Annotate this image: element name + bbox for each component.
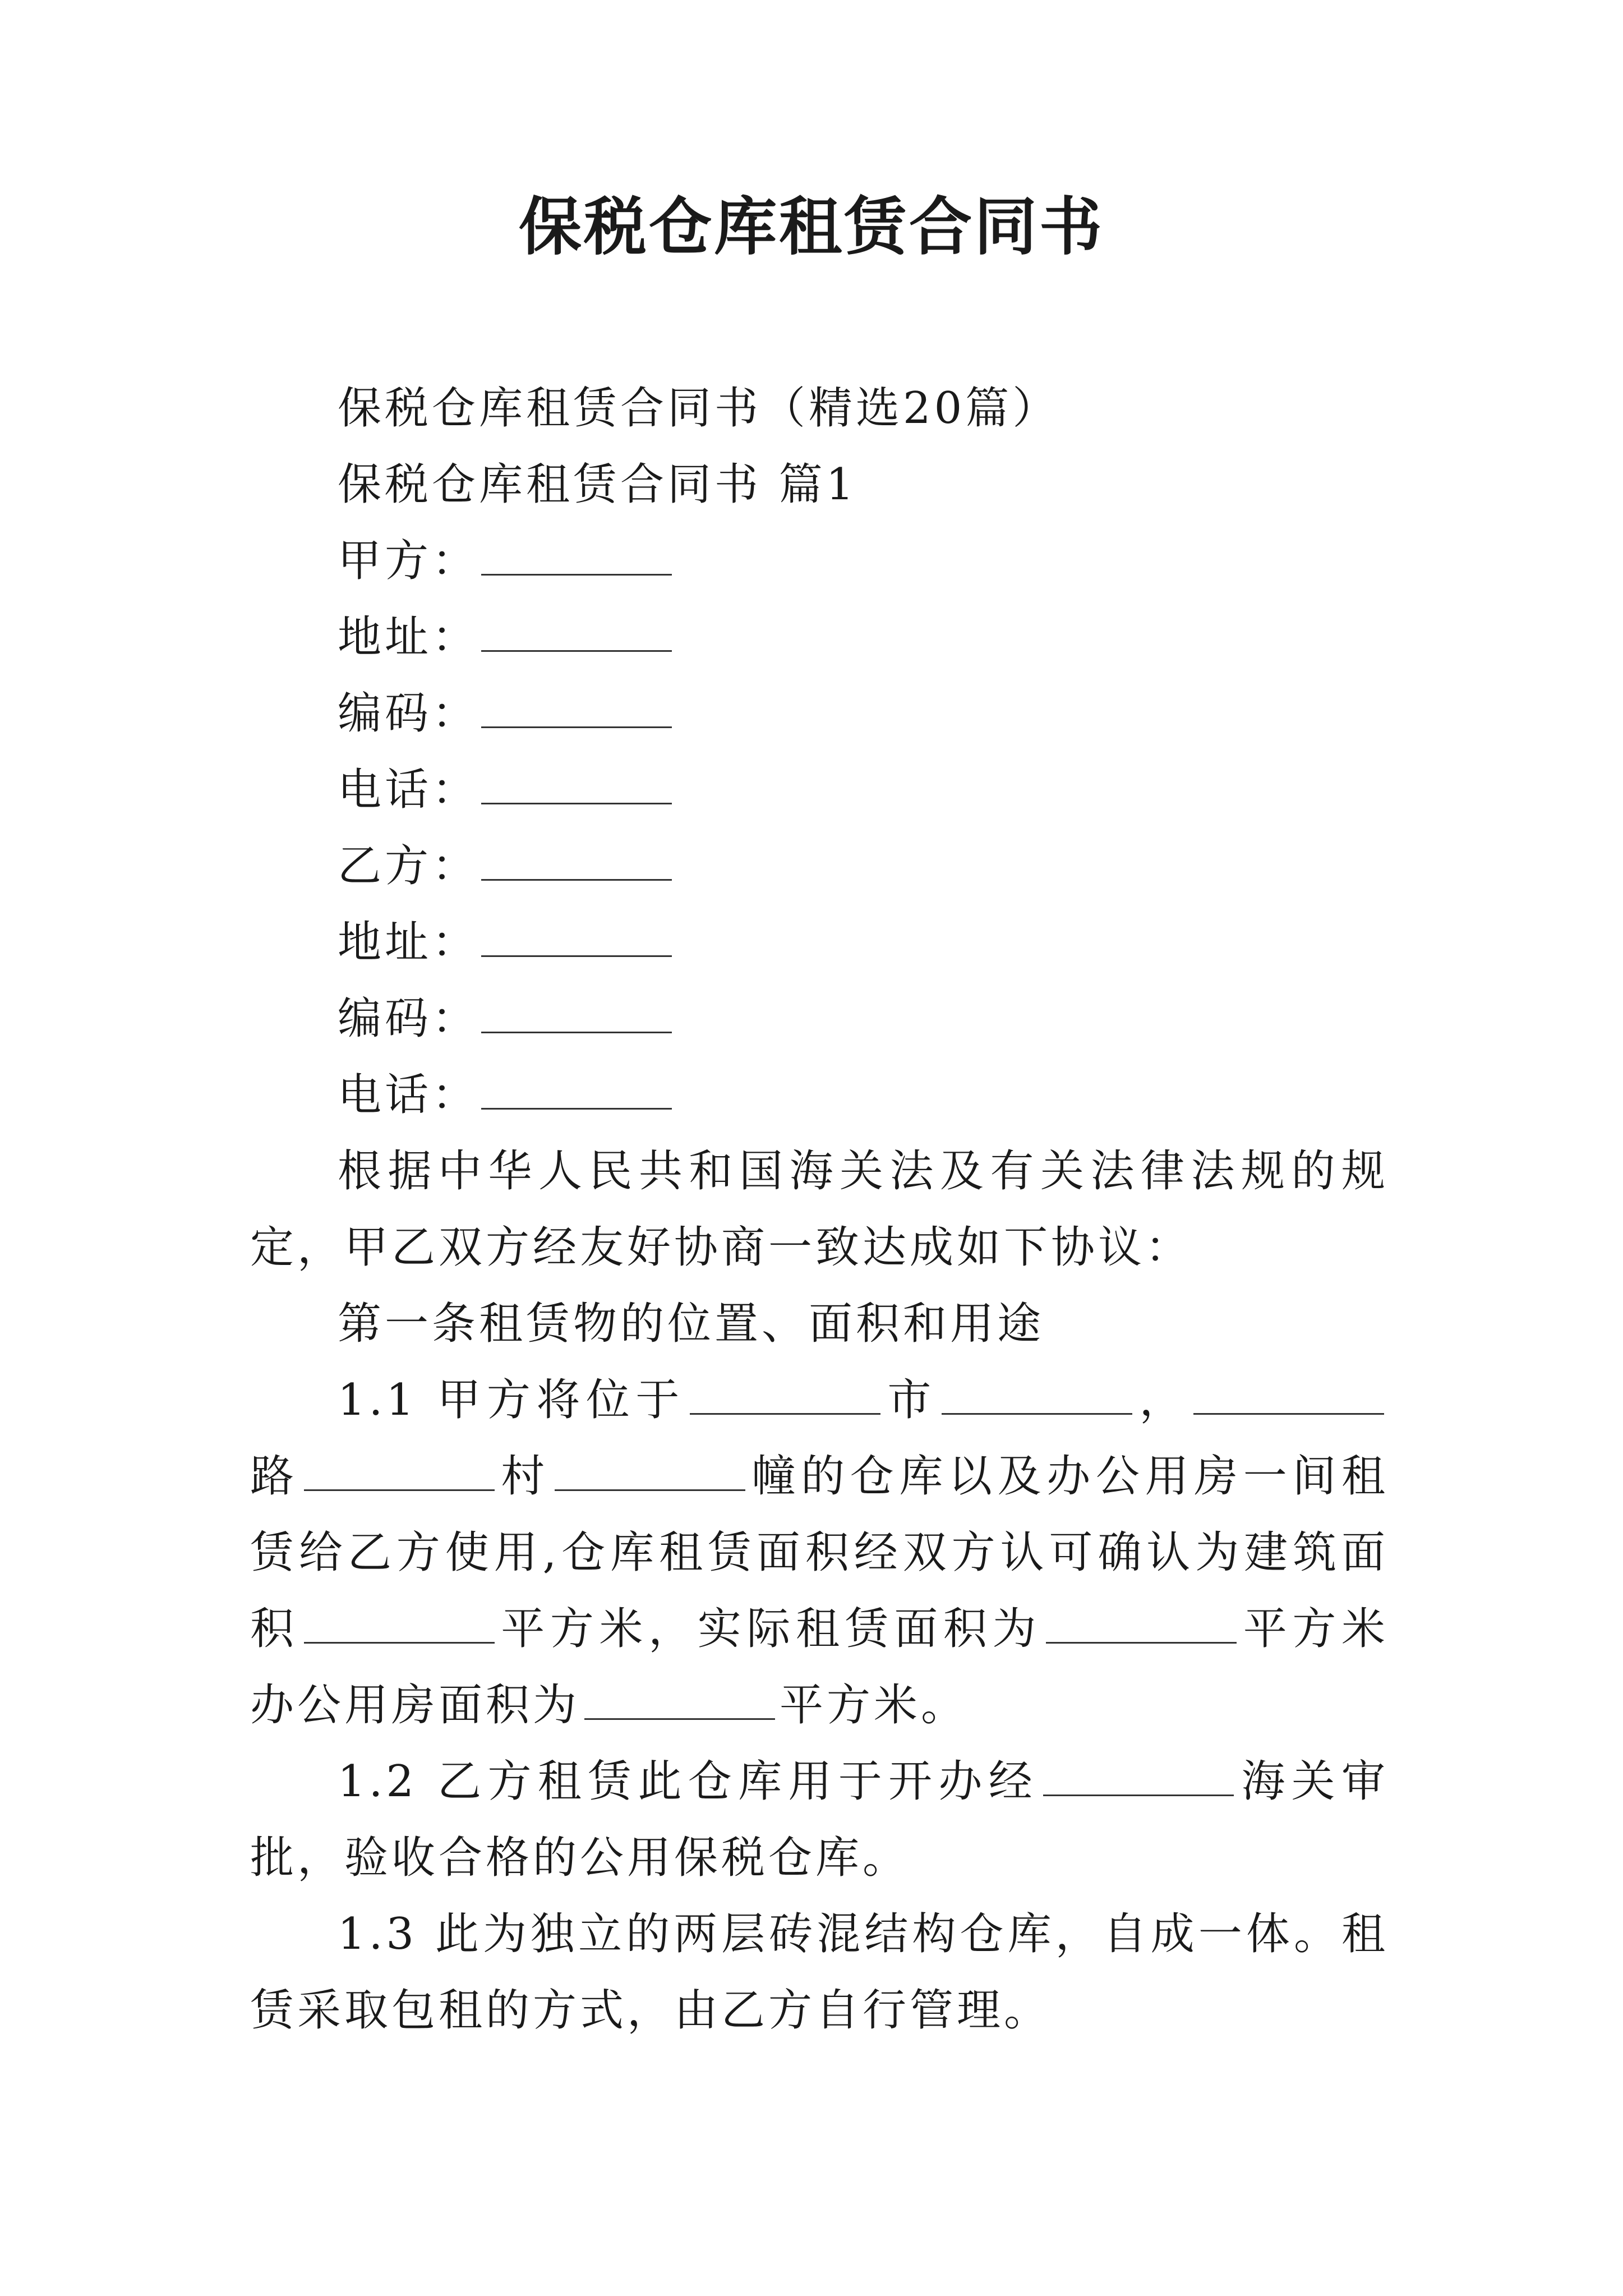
party-a-code-line (250, 675, 1389, 752)
party-a-phone-blank (481, 769, 672, 804)
party-a-blank (481, 540, 672, 576)
clause-1-1-text-b: 市 (884, 1375, 937, 1425)
clause-1-3: 1.3 此为独立的两层砖混结构仓库，自成一体。租赁采取包租的方式，由乙方自行管理。 (250, 1909, 1389, 2036)
district-blank (942, 1379, 1132, 1415)
party-a-code-blank (481, 693, 672, 728)
document-title: 保税仓库租赁合同书 (519, 190, 1104, 264)
clause-1-1-text-h: 平方米办公用房面积为 (250, 1604, 1389, 1731)
clause-1-1-text-c: ， (1136, 1375, 1189, 1425)
document-body (250, 370, 1389, 2049)
party-b-address-line (250, 904, 1389, 981)
city-blank (690, 1379, 880, 1415)
party-a-label: 甲方： (338, 536, 479, 586)
customs-blank (1043, 1761, 1234, 1796)
clause-1-2 (250, 1743, 1389, 1896)
party-a-code-label: 编码： (338, 688, 479, 739)
document-subtitle: 保税仓库租赁合同书（精选20篇） (338, 383, 1060, 434)
party-a-line (250, 523, 1389, 599)
section-heading: 保税仓库租赁合同书 篇1 (338, 459, 857, 510)
party-b-address-blank (481, 922, 672, 957)
office-area-blank (584, 1685, 775, 1720)
party-a-address-line (250, 599, 1389, 675)
party-b-phone-blank (481, 1074, 672, 1110)
party-a-phone-line (250, 752, 1389, 828)
party-b-line (250, 828, 1389, 904)
party-b-address-label: 地址： (338, 917, 479, 968)
party-b-code-blank (481, 998, 672, 1033)
village-blank (304, 1456, 495, 1491)
clause-1-1-text-e: 村 (499, 1451, 550, 1502)
party-b-blank (481, 845, 672, 881)
actual-area-blank (1046, 1608, 1237, 1644)
clause-1-2-text-b: 海关审批，验收合格的公用保税仓库。 (250, 1756, 1389, 1883)
party-a-address-blank (481, 616, 672, 652)
clause-1-1-text-f: 幢的仓库以及办公用房一间租赁给乙方使用,仓库租赁面积经双方认可确认为建筑面积 (250, 1451, 1389, 1654)
clause-1-1-text-g: 平方米，实际租赁面积为 (499, 1604, 1042, 1654)
clause-1-2-text-a: 1.2 乙方租赁此仓库用于开办经 (338, 1756, 1039, 1807)
building-blank (555, 1456, 745, 1491)
party-b-phone-line (250, 1057, 1389, 1133)
article-1-heading: 第一条租赁物的位置、面积和用途 (338, 1299, 1045, 1349)
clause-1-1-text-d: 路 (250, 1451, 299, 1502)
party-b-code-label: 编码： (338, 993, 479, 1044)
party-b-code-line (250, 981, 1389, 1057)
party-a-phone-label: 电话： (338, 765, 479, 815)
party-a-address-label: 地址： (338, 612, 479, 662)
road-blank (1193, 1379, 1384, 1415)
clause-1-1-text-a: 1.1 甲方将位于 (338, 1375, 685, 1425)
clause-1-1 (250, 1362, 1389, 1743)
building-area-blank (304, 1608, 495, 1644)
party-b-phone-label: 电话： (338, 1070, 479, 1120)
clause-1-1-text-i: 平方米。 (780, 1680, 969, 1731)
party-b-label: 乙方： (338, 841, 479, 891)
intro-paragraph: 根据中华人民共和国海关法及有关法律法规的规定，甲乙双方经友好协商一致达成如下协议： (250, 1146, 1389, 1273)
